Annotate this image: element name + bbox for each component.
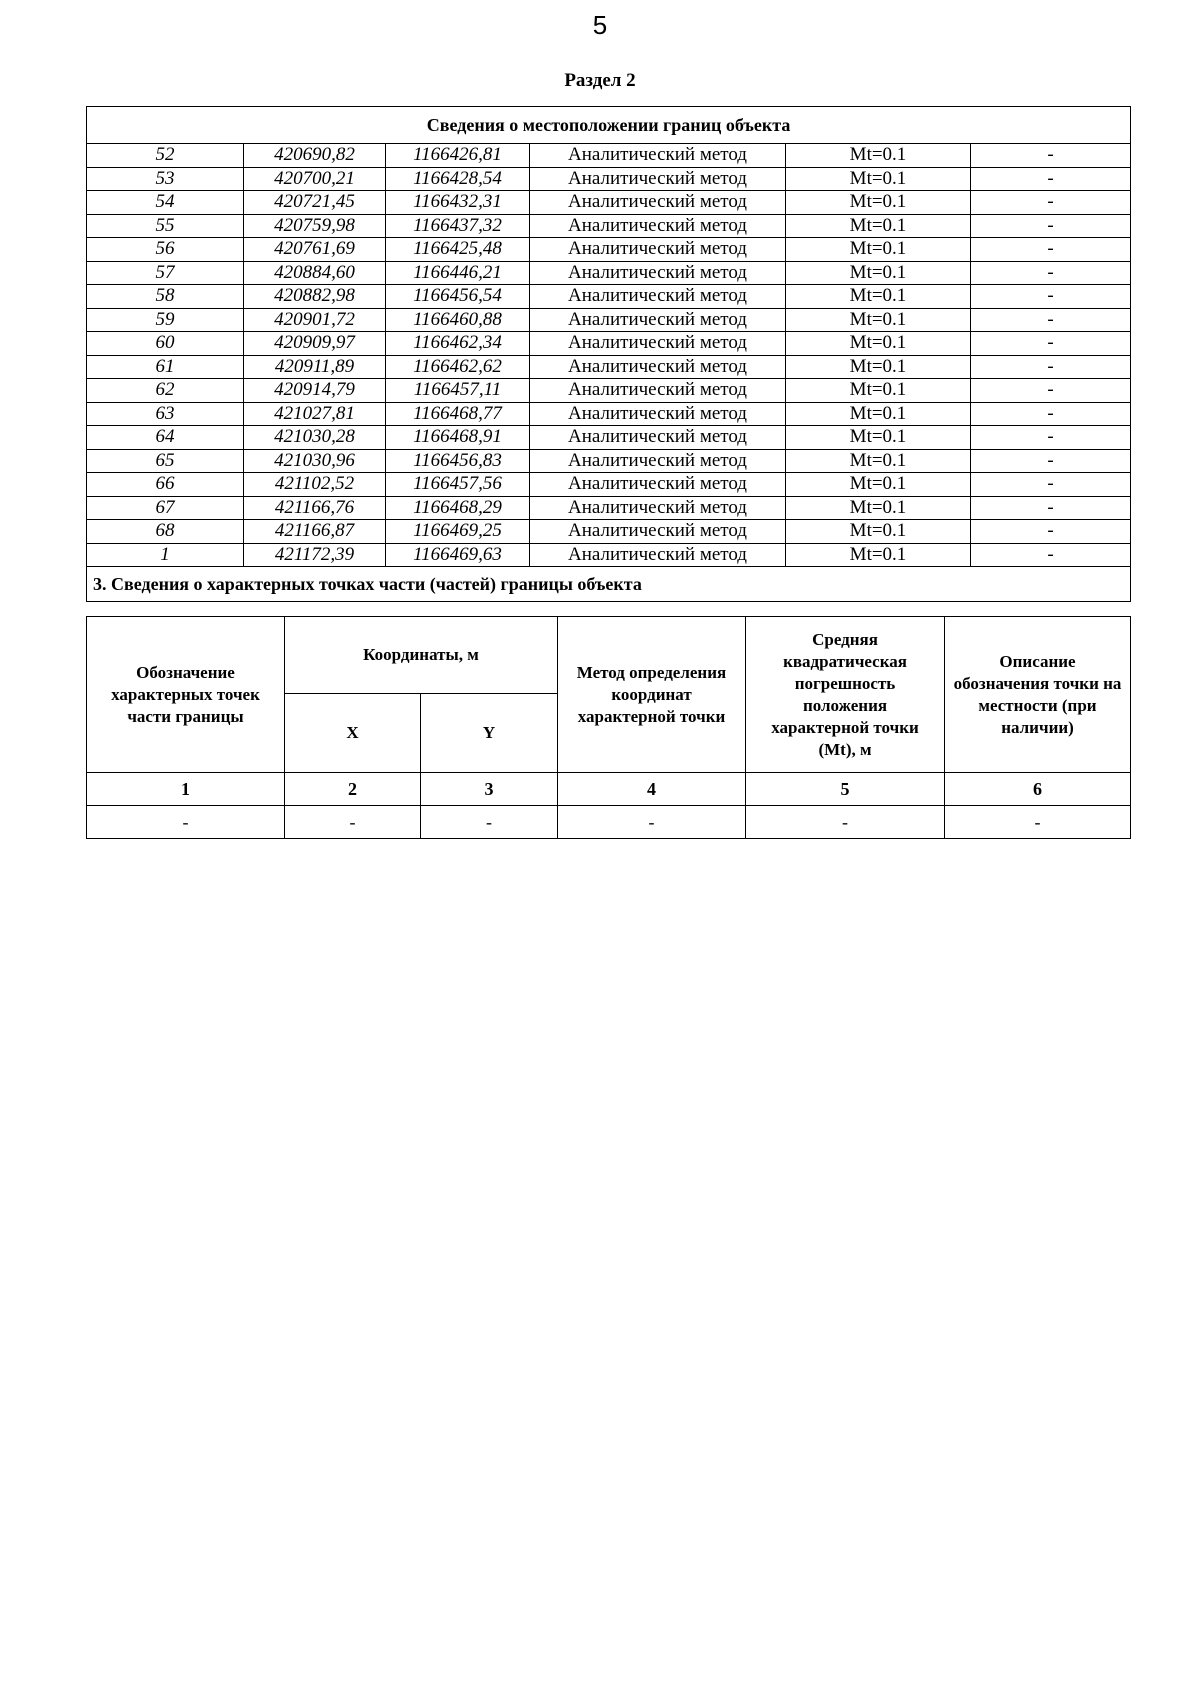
description-cell: - [971,308,1131,332]
table-cell: - [558,806,746,839]
error-cell: Mt=0.1 [786,214,971,238]
description-cell: - [971,238,1131,262]
x-coordinate-cell: 420884,60 [244,261,386,285]
point-number-cell: 56 [87,238,244,262]
x-coordinate-cell: 420759,98 [244,214,386,238]
method-cell: Аналитический метод [530,449,786,473]
description-cell: - [971,496,1131,520]
error-cell: Mt=0.1 [786,355,971,379]
x-coordinate-cell: 421030,96 [244,449,386,473]
x-coordinate-cell: 420901,72 [244,308,386,332]
section3-title: 3. Сведения о характерных точках части (частей) границы объекта [87,567,1131,602]
description-cell: - [971,332,1131,356]
x-coordinate-cell: 421166,76 [244,496,386,520]
x-coordinate-cell: 420690,82 [244,144,386,168]
error-cell: Mt=0.1 [786,167,971,191]
point-number-cell: 63 [87,402,244,426]
table-row [87,426,1131,450]
table-row [87,520,1131,544]
column-number: 1 [87,773,285,806]
y-coordinate-cell: 1166457,11 [386,379,530,403]
description-cell: - [971,449,1131,473]
error-cell: Mt=0.1 [786,285,971,309]
column-number: 3 [421,773,558,806]
method-cell: Аналитический метод [530,285,786,309]
point-number-cell: 62 [87,379,244,403]
point-number-cell: 55 [87,214,244,238]
error-cell: Mt=0.1 [786,308,971,332]
column-number: 5 [746,773,945,806]
x-coordinate-cell: 420761,69 [244,238,386,262]
column-number: 4 [558,773,746,806]
point-number-cell: 60 [87,332,244,356]
method-cell: Аналитический метод [530,144,786,168]
x-coordinate-cell: 421166,87 [244,520,386,544]
part-points-table [86,616,1131,839]
column-number: 2 [285,773,421,806]
point-number-cell: 58 [87,285,244,309]
table-row [87,191,1131,215]
y-coordinate-cell: 1166468,77 [386,402,530,426]
table-row [87,214,1131,238]
method-cell: Аналитический метод [530,191,786,215]
point-number-cell: 53 [87,167,244,191]
table-row [87,355,1131,379]
description-cell: - [971,144,1131,168]
col-x-header: X [285,694,421,773]
point-number-cell: 66 [87,473,244,497]
col-error-header: Средняя квадратическая погрешность положения характерной точки (Mt), м [746,617,945,773]
error-cell: Mt=0.1 [786,191,971,215]
table-row [87,402,1131,426]
description-cell: - [971,167,1131,191]
method-cell: Аналитический метод [530,238,786,262]
part-points-header-row [87,617,1131,694]
y-coordinate-cell: 1166457,56 [386,473,530,497]
method-cell: Аналитический метод [530,261,786,285]
column-numbers-row [87,773,1131,806]
y-coordinate-cell: 1166425,48 [386,238,530,262]
method-cell: Аналитический метод [530,214,786,238]
y-coordinate-cell: 1166469,25 [386,520,530,544]
point-number-cell: 54 [87,191,244,215]
section3-title-row [87,567,1131,602]
col-coordinates-header: Координаты, м [285,617,558,694]
x-coordinate-cell: 421102,52 [244,473,386,497]
table-row [87,261,1131,285]
error-cell: Mt=0.1 [786,473,971,497]
table-row [87,167,1131,191]
y-coordinate-cell: 1166462,34 [386,332,530,356]
boundary-table-header-row [87,107,1131,144]
error-cell: Mt=0.1 [786,496,971,520]
table-row [87,449,1131,473]
error-cell: Mt=0.1 [786,402,971,426]
description-cell: - [971,214,1131,238]
y-coordinate-cell: 1166462,62 [386,355,530,379]
description-cell: - [971,426,1131,450]
table-cell: - [746,806,945,839]
error-cell: Mt=0.1 [786,238,971,262]
y-coordinate-cell: 1166468,29 [386,496,530,520]
error-cell: Mt=0.1 [786,426,971,450]
table-row [87,496,1131,520]
error-cell: Mt=0.1 [786,261,971,285]
description-cell: - [971,285,1131,309]
point-number-cell: 61 [87,355,244,379]
point-number-cell: 52 [87,144,244,168]
method-cell: Аналитический метод [530,402,786,426]
table-row [87,144,1131,168]
y-coordinate-cell: 1166432,31 [386,191,530,215]
x-coordinate-cell: 421030,28 [244,426,386,450]
y-coordinate-cell: 1166428,54 [386,167,530,191]
method-cell: Аналитический метод [530,332,786,356]
point-number-cell: 68 [87,520,244,544]
x-coordinate-cell: 420914,79 [244,379,386,403]
col-y-header: Y [421,694,558,773]
description-cell: - [971,543,1131,567]
point-number-cell: 1 [87,543,244,567]
table-row [87,332,1131,356]
table-row [87,308,1131,332]
error-cell: Mt=0.1 [786,379,971,403]
x-coordinate-cell: 420909,97 [244,332,386,356]
error-cell: Mt=0.1 [786,449,971,473]
table-row [87,285,1131,309]
description-cell: - [971,379,1131,403]
y-coordinate-cell: 1166469,63 [386,543,530,567]
table-row [87,379,1131,403]
point-number-cell: 64 [87,426,244,450]
y-coordinate-cell: 1166446,21 [386,261,530,285]
table-row [87,806,1131,839]
y-coordinate-cell: 1166460,88 [386,308,530,332]
y-coordinate-cell: 1166437,32 [386,214,530,238]
method-cell: Аналитический метод [530,543,786,567]
col-designation-header: Обозначение характерных точек части границы [87,617,285,773]
section-title: Раздел 2 [564,70,636,91]
page-number: 5 [592,10,608,40]
table-row [87,543,1131,567]
y-coordinate-cell: 1166426,81 [386,144,530,168]
x-coordinate-cell: 421027,81 [244,402,386,426]
point-number-cell: 57 [87,261,244,285]
method-cell: Аналитический метод [530,426,786,450]
x-coordinate-cell: 420911,89 [244,355,386,379]
method-cell: Аналитический метод [530,379,786,403]
method-cell: Аналитический метод [530,473,786,497]
table-cell: - [285,806,421,839]
x-coordinate-cell: 420721,45 [244,191,386,215]
method-cell: Аналитический метод [530,167,786,191]
x-coordinate-cell: 420700,21 [244,167,386,191]
description-cell: - [971,473,1131,497]
point-number-cell: 65 [87,449,244,473]
point-number-cell: 59 [87,308,244,332]
description-cell: - [971,520,1131,544]
method-cell: Аналитический метод [530,355,786,379]
y-coordinate-cell: 1166456,83 [386,449,530,473]
error-cell: Mt=0.1 [786,520,971,544]
boundary-table [86,106,1131,602]
table-row [87,473,1131,497]
boundary-table-header: Сведения о местоположении границ объекта [87,107,1131,144]
error-cell: Mt=0.1 [786,332,971,356]
description-cell: - [971,355,1131,379]
column-number: 6 [945,773,1131,806]
table-row [87,238,1131,262]
table-cell: - [421,806,558,839]
error-cell: Mt=0.1 [786,144,971,168]
description-cell: - [971,191,1131,215]
method-cell: Аналитический метод [530,308,786,332]
col-method-header: Метод определения координат характерной точки [558,617,746,773]
description-cell: - [971,402,1131,426]
y-coordinate-cell: 1166468,91 [386,426,530,450]
point-number-cell: 67 [87,496,244,520]
table-cell: - [945,806,1131,839]
description-cell: - [971,261,1131,285]
col-description-header: Описание обозначения точки на местности (при наличии) [945,617,1131,773]
table-cell: - [87,806,285,839]
x-coordinate-cell: 420882,98 [244,285,386,309]
method-cell: Аналитический метод [530,496,786,520]
error-cell: Mt=0.1 [786,543,971,567]
x-coordinate-cell: 421172,39 [244,543,386,567]
y-coordinate-cell: 1166456,54 [386,285,530,309]
method-cell: Аналитический метод [530,520,786,544]
